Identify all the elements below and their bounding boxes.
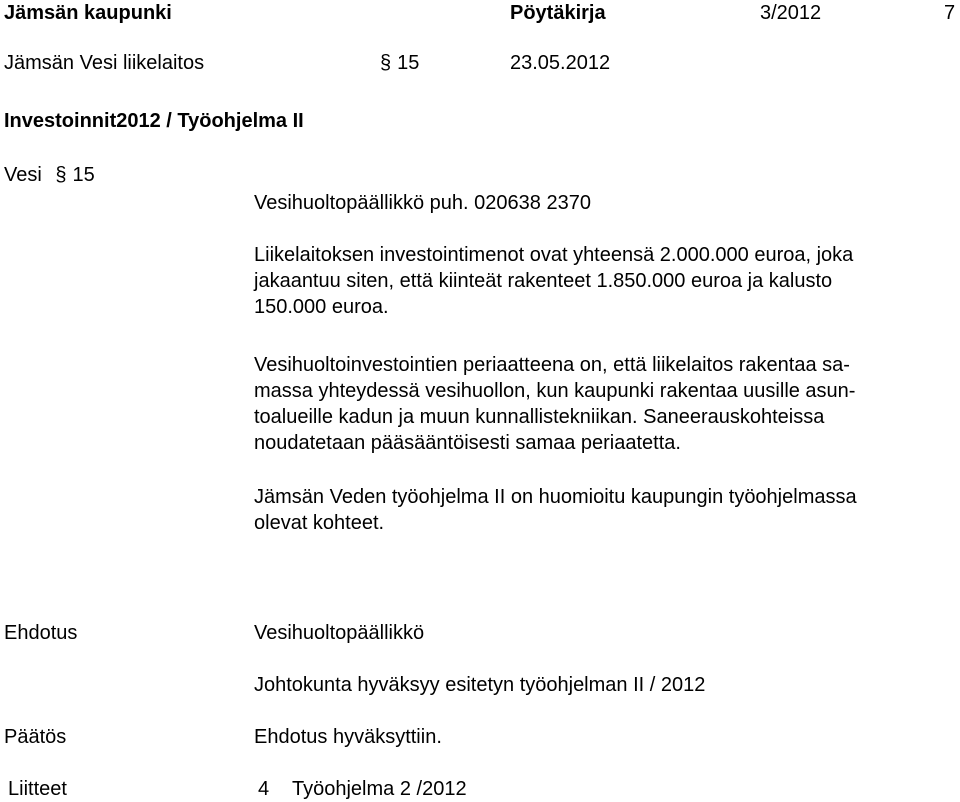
- attachments-label: Liitteet: [8, 778, 67, 800]
- decision-label: Päätös: [4, 726, 67, 748]
- item-section-symbol: §: [55, 164, 67, 186]
- item-label: [4, 162, 95, 188]
- paragraph-3-line-1: Jämsän Veden työohjelma II on huomioitu kaupungin työohjelmassa: [254, 486, 857, 508]
- attachment-name: Työohjelma 2 /2012: [292, 778, 467, 800]
- decision-text: Ehdotus hyväksyttiin.: [254, 726, 442, 748]
- item-label-text: Vesi: [4, 164, 42, 186]
- paragraph-3-line-2: olevat kohteet.: [254, 512, 385, 534]
- attachment-number: 4: [258, 778, 270, 800]
- paragraph-2-line-2: massa yhteydessä vesihuollon, kun kaupunki rakentaa uusille asun-: [254, 380, 856, 402]
- proposal-text: Johtokunta hyväksyy esitetyn työohjelman II / 2012: [254, 674, 706, 696]
- unit-name: Jämsän Vesi liikelaitos: [4, 52, 205, 74]
- preparer-info: Vesihuoltopäällikkö puh. 020638 2370: [254, 192, 591, 214]
- paragraph-1-line-2: jakaantuu siten, että kiinteät rakenteet 1.850.000 euroa ja kalusto: [254, 270, 833, 292]
- section-reference: [380, 50, 419, 76]
- section-number: 15: [397, 52, 420, 74]
- item-title: Investoinnit2012 / Työohjelma II: [4, 110, 304, 132]
- paragraph-2-line-1: Vesihuoltoinvestointien periaatteena on, että liikelaitos rakentaa sa-: [254, 354, 850, 376]
- paragraph-2-line-4: noudatetaan pääsääntöisesti samaa periaatetta.: [254, 432, 681, 454]
- section-symbol: §: [380, 52, 392, 74]
- organization-name: Jämsän kaupunki: [4, 2, 172, 24]
- item-section-number: 15: [72, 164, 95, 186]
- page-number: 7: [944, 2, 956, 24]
- document-number: 3/2012: [760, 2, 822, 24]
- document-type: Pöytäkirja: [510, 2, 606, 24]
- proposer: Vesihuoltopäällikkö: [254, 622, 425, 644]
- paragraph-1-line-1: Liikelaitoksen investointimenot ovat yhteensä 2.000.000 euroa, joka: [254, 244, 854, 266]
- paragraph-2-line-3: toalueille kadun ja muun kunnallistekniikan. Saneerauskohteissa: [254, 406, 825, 428]
- paragraph-1-line-3: 150.000 euroa.: [254, 296, 389, 318]
- meeting-date: 23.05.2012: [510, 52, 611, 74]
- proposal-label: Ehdotus: [4, 622, 78, 644]
